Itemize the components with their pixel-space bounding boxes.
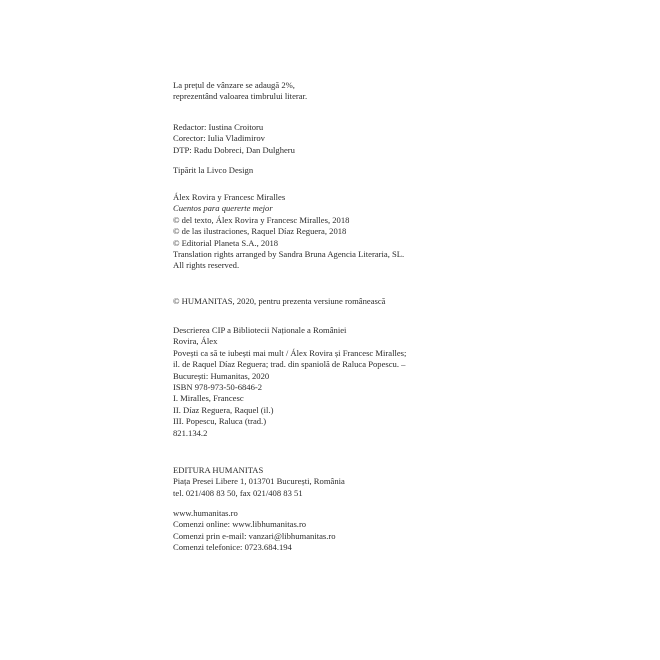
cip-heading: Descrierea CIP a Bibliotecii Naționale a României [173,325,347,335]
original-rights [173,192,613,272]
humanitas-copyright-line: © HUMANITAS, 2020, pentru prezenta versiune românească [173,296,386,306]
proofreader-credit: Corector: Iulia Vladimirov [173,133,265,144]
humanitas-copyright [173,296,613,307]
tax-note-line: reprezentând valoarea timbrului literar. [173,91,308,102]
original-title: Cuentos para quererte mejor [173,203,273,214]
rights-line: All rights reserved. [173,260,240,271]
editor-credit: Redactor: Iustina Croitoru [173,122,264,132]
original-authors: Álex Rovira y Francesc Miralles [173,192,286,202]
rights-line: © Editorial Planeta S.A., 2018 [173,237,279,248]
cip-description [173,325,613,439]
publisher-name: EDITURA HUMANITAS [173,465,264,475]
cip-line: il. de Raquel Díaz Reguera; trad. din spaniolă de Raluca Popescu. – [173,359,406,370]
editorial-staff [173,122,613,156]
dtp-credit: DTP: Radu Dobreci, Dan Dulgheru [173,144,295,155]
literary-stamp-note [173,80,613,103]
contact-info [173,508,613,554]
rights-line: © de las ilustraciones, Raquel Díaz Reguera, 2018 [173,226,347,237]
cip-line: III. Popescu, Raluca (trad.) [173,416,267,427]
cip-line: I. Miralles, Francesc [173,393,244,404]
printing-info [173,165,613,176]
cip-line: Rovira, Álex [173,336,218,347]
printer-credit: Tipărit la Livco Design [173,165,254,175]
publisher-info [173,465,613,499]
rights-line: © del texto, Álex Rovira y Francesc Miralles, 2018 [173,214,350,225]
email-orders: Comenzi prin e-mail: vanzari@libhumanitas.ro [173,530,336,541]
publisher-phone: tel. 021/408 83 50, fax 021/408 83 51 [173,487,303,498]
tax-note-line: La prețul de vânzare se adaugă 2%, [173,80,295,90]
cip-line: București: Humanitas, 2020 [173,370,270,381]
publisher-address: Piața Presei Libere 1, 013701 București, România [173,476,345,487]
cip-classification: 821.134.2 [173,427,208,438]
phone-orders: Comenzi telefonice: 0723.684.194 [173,542,292,553]
rights-line: Translation rights arranged by Sandra Bruna Agencia Literaria, SL. [173,249,405,260]
isbn: ISBN 978-973-50-6846-2 [173,382,263,393]
online-orders: Comenzi online: www.libhumanitas.ro [173,519,307,530]
website: www.humanitas.ro [173,508,238,518]
cip-line: II. Díaz Reguera, Raquel (il.) [173,404,274,415]
cip-line: Povești ca să te iubești mai mult / Álex Rovira și Francesc Miralles; [173,347,407,358]
